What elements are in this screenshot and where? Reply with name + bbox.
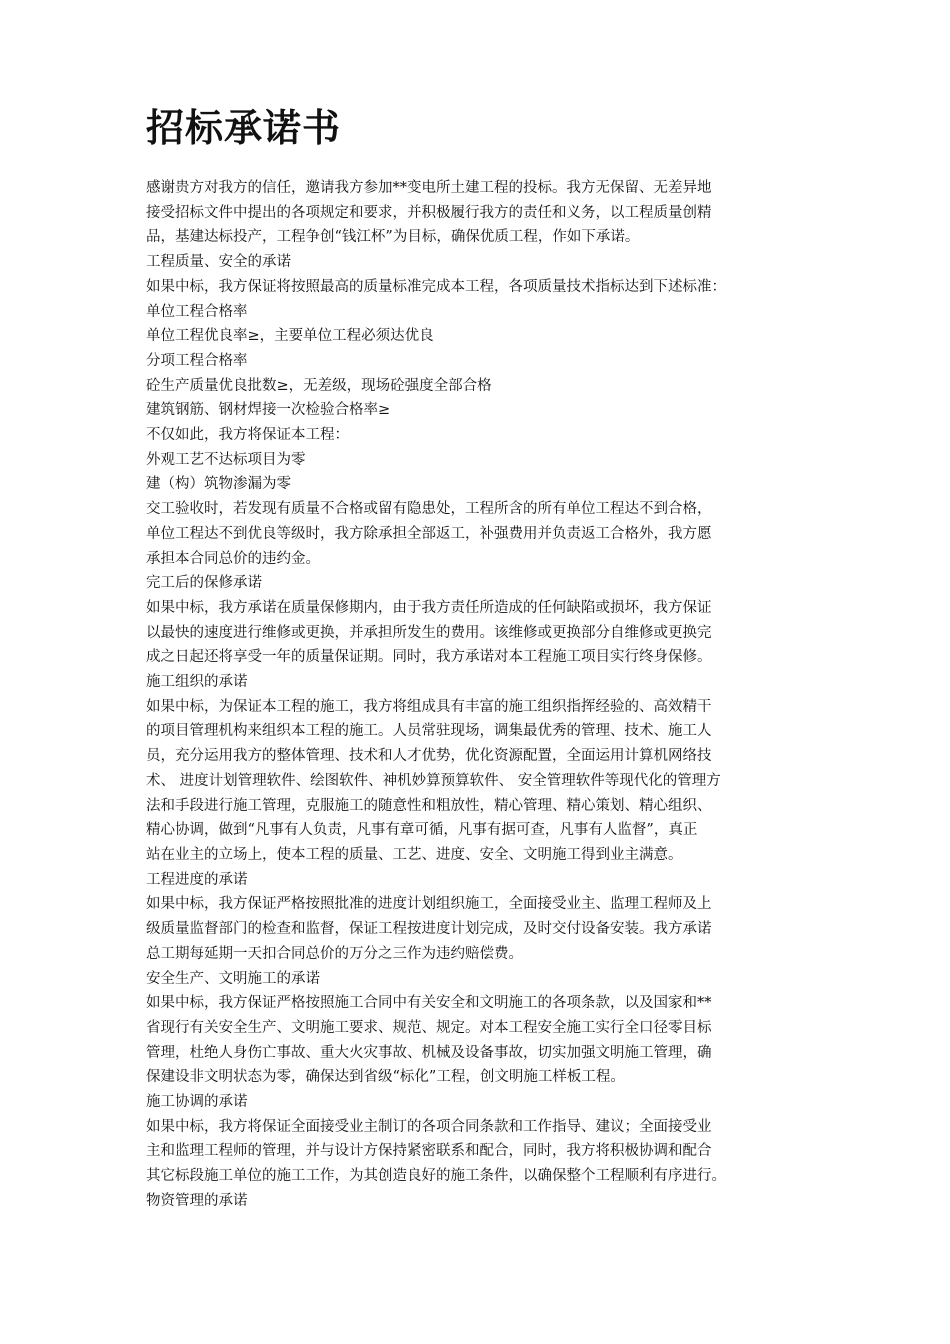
text-line: 砼生产质量优良批数≥，无差级，现场砼强度全部合格 <box>146 377 492 394</box>
text-line: 成之日起还将享受一年的质量保证期。同时，我方承诺对本工程施工项目实行终身保修。 <box>146 649 712 666</box>
text-line: 总工期每延期一天扣合同总价的万分之三作为违约赔偿费。 <box>146 945 523 962</box>
text-line: 单位工程达不到优良等级时，我方除承担全部返工，补强费用并负责返工合格外，我方愿 <box>146 525 712 542</box>
text-line: 省现行有关安全生产、文明施工要求、规范、规定。对本工程安全施工实行全口径零目标 <box>146 1019 712 1036</box>
text-line: 主和监理工程师的管理，并与设计方保持紧密联系和配合，同时，我方将积极协调和配合 <box>146 1143 712 1160</box>
text-line: 建（构）筑物渗漏为零 <box>146 476 291 493</box>
text-line: 感谢贵方对我方的信任，邀请我方参加**变电所土建工程的投标。我方无保留、无差异地 <box>146 180 712 196</box>
text-line: 如果中标，我方保证严格按照批准的进度计划组织施工，全面接受业主、监理工程师及上 <box>146 896 712 913</box>
text-line: 施工协调的承诺 <box>146 1094 248 1111</box>
text-line: 如果中标，我方保证将按照最高的质量标准完成本工程，各项质量技术指标达到下述标准： <box>146 278 726 295</box>
text-line: 如果中标，我方将保证全面接受业主制订的各项合同条款和工作指导、建议；全面接受业 <box>146 1118 712 1135</box>
text-line: 如果中标，我方保证严格按照施工合同中有关安全和文明施工的各项条款，以及国家和** <box>146 995 712 1012</box>
text-line: 法和手段进行施工管理，克服施工的随意性和粗放性，精心管理、精心策划、精心组织、 <box>146 797 712 814</box>
text-line: 管理，杜绝人身伤亡事故、重大火灾事故、机械及设备事故，切实加强文明施工管理，确 <box>146 1044 712 1061</box>
text-line: 建筑钢筋、钢材焊接一次检验合格率≥ <box>146 402 391 419</box>
text-line: 员，充分运用我方的整体管理、技术和人才优势，优化资源配置，全面运用计算机网络技 <box>146 748 712 765</box>
text-line: 交工验收时，若发现有质量不合格或留有隐患处，工程所含的所有单位工程达不到合格， <box>146 501 712 518</box>
text-line: 以最快的速度进行维修或更换，并承担所发生的费用。该维修或更换部分自维修或更换完 <box>146 624 712 641</box>
document-page <box>146 100 810 1214</box>
text-line: 物资管理的承诺 <box>146 1192 248 1209</box>
document-body <box>146 176 810 1214</box>
text-line: 保建设非文明状态为零，确保达到省级“标化”工程，创文明施工样板工程。 <box>146 1069 625 1086</box>
document-title: 招标承诺书 <box>146 105 342 150</box>
text-line: 完工后的保修承诺 <box>146 575 262 592</box>
text-line: 品，基建达标投产，工程争创“钱江杯”为目标，确保优质工程，作如下承诺。 <box>146 229 640 246</box>
text-line: 站在业主的立场上，使本工程的质量、工艺、进度、安全、文明施工得到业主满意。 <box>146 846 683 863</box>
text-line: 工程质量、安全的承诺 <box>146 254 291 271</box>
text-line: 工程进度的承诺 <box>146 871 248 888</box>
text-line: 其它标段施工单位的施工工作，为其创造良好的施工条件，以确保整个工程顺利有序进行。 <box>146 1168 726 1185</box>
text-line: 级质量监督部门的检查和监督，保证工程按进度计划完成，及时交付设备安装。我方承诺 <box>146 921 712 938</box>
text-line: 如果中标，为保证本工程的施工，我方将组成具有丰富的施工组织指挥经验的、高效精干 <box>146 698 712 715</box>
text-line: 单位工程合格率 <box>146 303 248 320</box>
text-line: 如果中标，我方承诺在质量保修期内，由于我方责任所造成的任何缺陷或损坏，我方保证 <box>146 599 712 616</box>
text-line: 安全生产、文明施工的承诺 <box>146 970 320 987</box>
text-line: 接受招标文件中提出的各项规定和要求，并积极履行我方的责任和义务，以工程质量创精 <box>146 204 712 221</box>
text-line: 不仅如此，我方将保证本工程： <box>146 427 349 444</box>
text-line: 分项工程合格率 <box>146 352 248 369</box>
text-line: 外观工艺不达标项目为零 <box>146 451 306 468</box>
text-line: 术、 进度计划管理软件、绘图软件、神机妙算预算软件、 安全管理软件等现代化的管理方 <box>146 772 721 789</box>
text-line: 施工组织的承诺 <box>146 674 248 691</box>
text-line: 单位工程优良率≥，主要单位工程必须达优良 <box>146 328 434 345</box>
text-line: 精心协调，做到“凡事有人负责，凡事有章可循，凡事有据可查，凡事有人监督”，真正 <box>146 822 698 839</box>
text-line: 的项目管理机构来组织本工程的施工。人员常驻现场，调集最优秀的管理、技术、施工人 <box>146 723 712 740</box>
text-line: 承担本合同总价的违约金。 <box>146 550 320 567</box>
